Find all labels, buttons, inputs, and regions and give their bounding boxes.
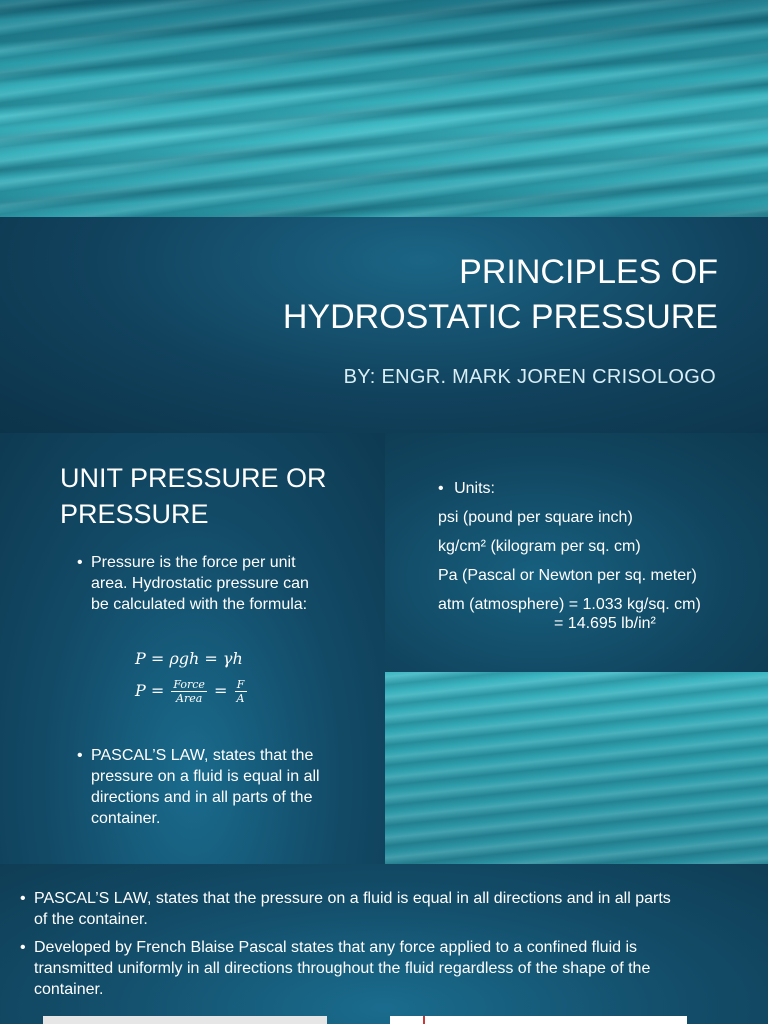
title-line-2: HYDROSTATIC PRESSURE [282,298,718,336]
force-over-area-fraction [171,678,207,705]
bullet-line: of the container. [34,911,148,928]
fraction-numerator: Force [173,678,205,691]
formula-pressure-force-area [135,678,249,705]
slide-title [198,250,718,340]
water-background-top [0,0,768,217]
heading-line-2: PRESSURE [60,499,209,529]
bullet-dot: • [77,747,83,764]
heading-line-1: UNIT PRESSURE OR [60,463,327,493]
unit-pressure-heading [60,460,327,532]
formula-pressure-density: P = ρgh = γh [135,649,243,668]
bullet-line: container. [34,981,104,998]
bullet-line: transmitted uniformly in all directions throughout the fluid regardless of the shape of the [34,960,651,977]
bullet-line: area. Hydrostatic pressure can [91,575,309,592]
fraction-denominator: Area [176,692,203,705]
f-over-a-fraction [235,678,247,705]
unit-psi: psi (pound per square inch) [438,509,633,526]
pascals-law-bullet [77,745,376,829]
title-line-1: PRINCIPLES OF [459,253,718,291]
unit-pascal: Pa (Pascal or Newton per sq. meter) [438,567,697,584]
units-label [438,480,495,498]
bullet-line: container. [91,810,161,827]
fraction-denominator: A [236,692,245,705]
illustration-left [43,1016,327,1024]
author-byline: BY: ENGR. MARK JOREN CRISOLOGO [343,366,716,388]
bullet-dot: • [77,554,83,571]
water-background-mid [385,672,768,864]
bullet-line: PASCAL’S LAW, states that the [91,747,314,764]
bullet-dot: • [20,939,26,956]
unit-kg-cm2: kg/cm² (kilogram per sq. cm) [438,538,641,555]
formula-lhs: P = [135,681,165,700]
formula-equals: = [214,681,228,700]
illustration-right [390,1016,687,1024]
pascal-developer-bullet [20,937,754,1000]
bullet-line: PASCAL’S LAW, states that the pressure on a fluid is equal in all directions and in all parts [34,890,671,907]
unit-atm: atm (atmosphere) = 1.033 kg/sq. cm) [438,596,701,613]
units-label-text: Units: [454,480,495,497]
bullet-line: Pressure is the force per unit [91,554,296,571]
bullet-dot: • [438,480,444,497]
bullet-line: pressure on a fluid is equal in all [91,768,320,785]
illustration-mark [423,1016,425,1024]
bullet-line: be calculated with the formula: [91,596,308,613]
pressure-definition-bullet [77,552,371,615]
bullet-line: Developed by French Blaise Pascal states that any force applied to a confined fluid is [34,939,638,956]
bullet-line: directions and in all parts of the [91,789,313,806]
fraction-numerator: F [235,678,247,692]
unit-atm-psi: = 14.695 lb/in² [554,615,656,632]
pascals-law-statement-bullet [20,888,754,930]
bullet-dot: • [20,890,26,907]
